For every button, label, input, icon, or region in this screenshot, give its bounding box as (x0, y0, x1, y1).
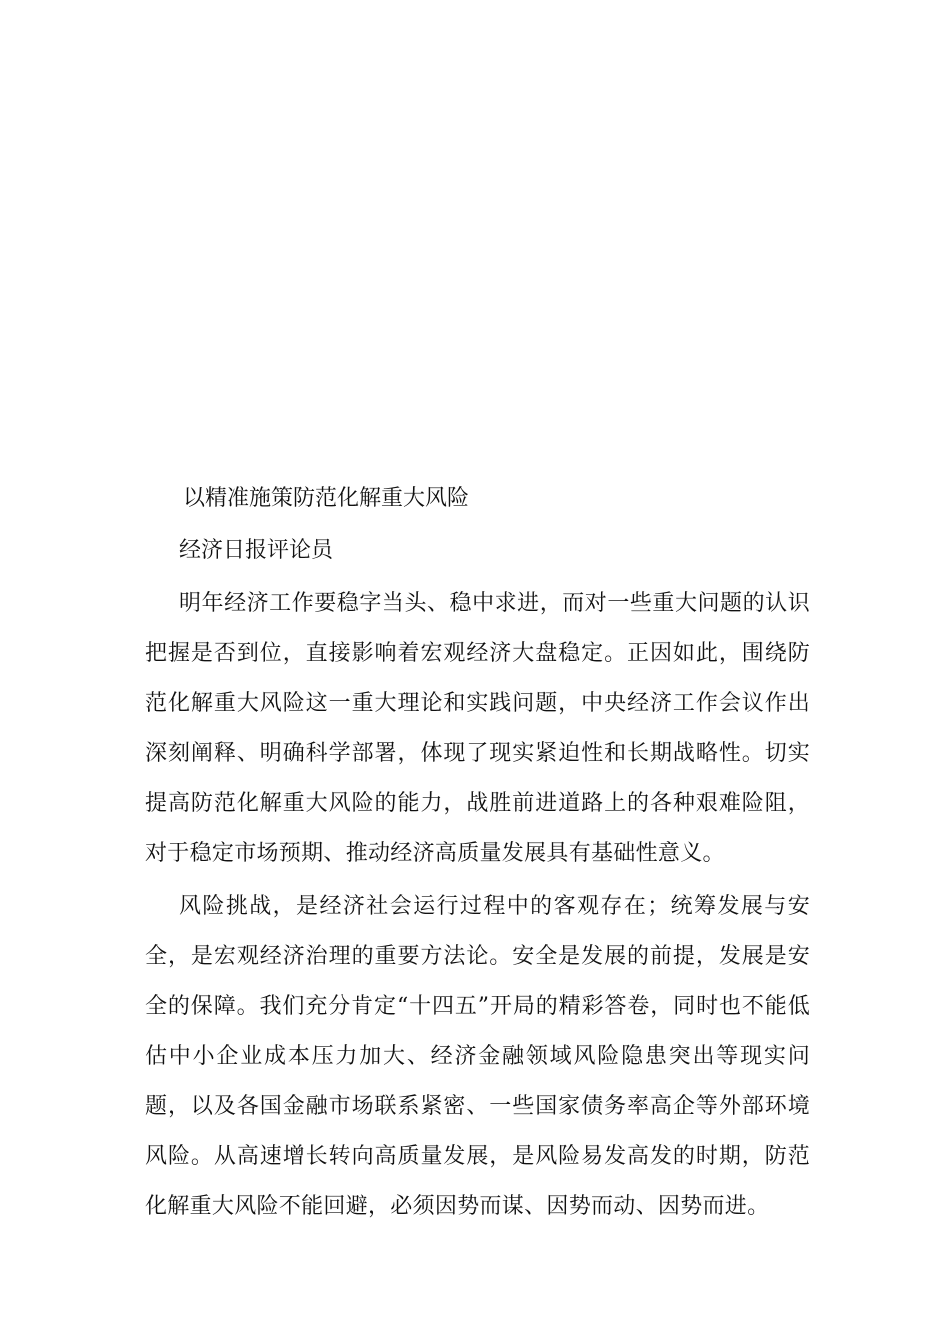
article-title: 以精准施策防范化解重大风险 (183, 486, 470, 511)
paragraph-2: 风险挑战，是经济社会运行过程中的客观存在；统筹发展与安全，是宏观经济治理的重要方法论。安全是发展的前提，发展是安全的保障。我们充分肯定“十四五”开局的精彩答卷，同时也不能低估中小企业成本压力加大、经济金融领域风险隐患突出等现实问题，以及各国金融市场联系紧密、一些国家债务率高企等外部环境风险。从高速增长转向高质量发展，是风险易发高发的时期，防范化解重大风险不能回避，必须因势而谋、因势而动、因势而进。 (145, 894, 810, 1219)
article-body (145, 474, 810, 1235)
article-byline: 经济日报评论员 (179, 538, 334, 563)
paragraph-1: 明年经济工作要稳字当头、稳中求进，而对一些重大问题的认识把握是否到位，直接影响着宏观经济大盘稳定。正因如此，围绕防范化解重大风险这一重大理论和实践问题，中央经济工作会议作出深刻阐释、明确科学部署，体现了现实紧迫性和长期战略性。切实提高防范化解重大风险的能力，战胜前进道路上的各种艰难险阻，对于稳定市场预期、推动经济高质量发展具有基础性意义。 (145, 591, 810, 866)
